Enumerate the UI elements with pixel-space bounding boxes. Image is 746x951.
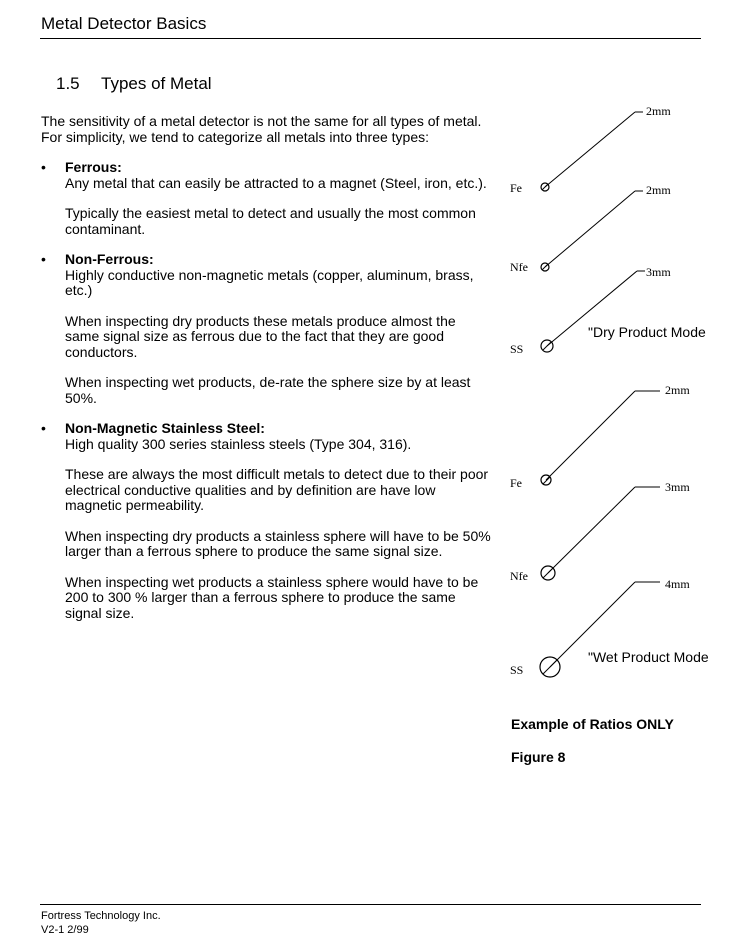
- size-label: 4mm: [665, 577, 690, 591]
- page-header-title: Metal Detector Basics: [41, 14, 207, 33]
- bullet-paragraph: High quality 300 series stainless steels (Type 304, 316).: [65, 435, 412, 452]
- wet-mode-label: "Wet Product Mode: [588, 649, 709, 665]
- page-footer: [41, 909, 161, 937]
- sphere-slash: [543, 660, 557, 674]
- dry-mode-label: "Dry Product Mode: [588, 324, 706, 340]
- sphere-slash: [543, 568, 553, 578]
- bullet-paragraph: Highly conductive non-magnetic metals (copper, aluminum, brass, etc.): [65, 266, 474, 298]
- bullet-heading: Non-Magnetic Stainless Steel:: [65, 420, 265, 436]
- metal-label: Fe: [510, 181, 522, 195]
- bullet-heading: Ferrous:: [65, 159, 122, 175]
- size-label: 3mm: [665, 480, 690, 494]
- sphere-ratio-figure: [505, 95, 735, 695]
- figure-item-dry-nfe: [510, 183, 671, 274]
- sphere-slash: [542, 264, 548, 270]
- section-title: Types of Metal: [101, 74, 212, 93]
- metal-label: Nfe: [510, 260, 528, 274]
- bullet-non-ferrous: [41, 252, 491, 406]
- section-number: 1.5: [56, 74, 80, 93]
- header-rule: [40, 38, 701, 39]
- figure-item-wet-fe: [510, 383, 690, 490]
- leader-line: [545, 191, 635, 267]
- figure-label: Figure 8: [511, 749, 566, 765]
- bullet-marker: •: [41, 159, 46, 175]
- metal-label: SS: [510, 342, 524, 356]
- leader-line: [546, 391, 635, 480]
- bullet-paragraph: When inspecting wet products a stainless sphere would have to be 200 to 300 % larger than a ferrous sphere to produce the same signal size.: [65, 573, 479, 621]
- dry-product-group: [510, 104, 706, 356]
- bullet-paragraph: These are always the most difficult metals to detect due to their poor electrical conductive qualities and by definition are have low magnetic permeability.: [65, 466, 489, 513]
- bullet-heading: Non-Ferrous:: [65, 251, 154, 267]
- intro-paragraph: The sensitivity of a metal detector is not the same for all types of metal. For simplicity, we tend to categorize all metals into three types:: [41, 113, 482, 145]
- bullet-ferrous: [41, 160, 491, 237]
- sphere-slash: [543, 477, 550, 484]
- leader-line: [548, 487, 635, 573]
- sphere-slash: [542, 184, 548, 190]
- bullet-marker: •: [41, 251, 46, 267]
- size-label: 2mm: [646, 104, 671, 118]
- size-label: 3mm: [646, 265, 671, 279]
- wet-product-group: [510, 383, 709, 677]
- bullet-paragraph: When inspecting wet products, de-rate the sphere size by at least 50%.: [65, 374, 471, 406]
- leader-line: [545, 112, 635, 187]
- sphere-slash: [543, 342, 551, 350]
- bullet-paragraph: Typically the easiest metal to detect and usually the most common contaminant.: [65, 205, 476, 237]
- figure-item-dry-ss: [510, 265, 671, 356]
- figure-item-dry-fe: [510, 104, 671, 195]
- footer-version: V2-1 2/99: [41, 924, 89, 936]
- metal-label: Fe: [510, 476, 522, 490]
- section-heading: [56, 74, 212, 94]
- body-text: [41, 114, 491, 636]
- size-label: 2mm: [665, 383, 690, 397]
- metal-label: Nfe: [510, 569, 528, 583]
- footer-company: Fortress Technology Inc.: [41, 910, 161, 922]
- figure-drawing: [505, 95, 735, 695]
- footer-rule: [40, 904, 701, 905]
- bullet-marker: •: [41, 420, 46, 436]
- bullet-paragraph: When inspecting dry products a stainless sphere will have to be 50% larger than a ferrous sphere to produce the same signal size.: [65, 527, 491, 559]
- bullet-stainless: [41, 421, 491, 621]
- size-label: 2mm: [646, 183, 671, 197]
- metal-label: SS: [510, 663, 524, 677]
- figure-item-wet-nfe: [510, 480, 690, 583]
- bullet-paragraph: Any metal that can easily be attracted to a magnet (Steel, iron, etc.).: [65, 174, 487, 191]
- figure-caption: Example of Ratios ONLY: [511, 716, 674, 732]
- bullet-paragraph: When inspecting dry products these metals produce almost the same signal size as ferrous due to the fact that they are good conductors.: [65, 312, 456, 360]
